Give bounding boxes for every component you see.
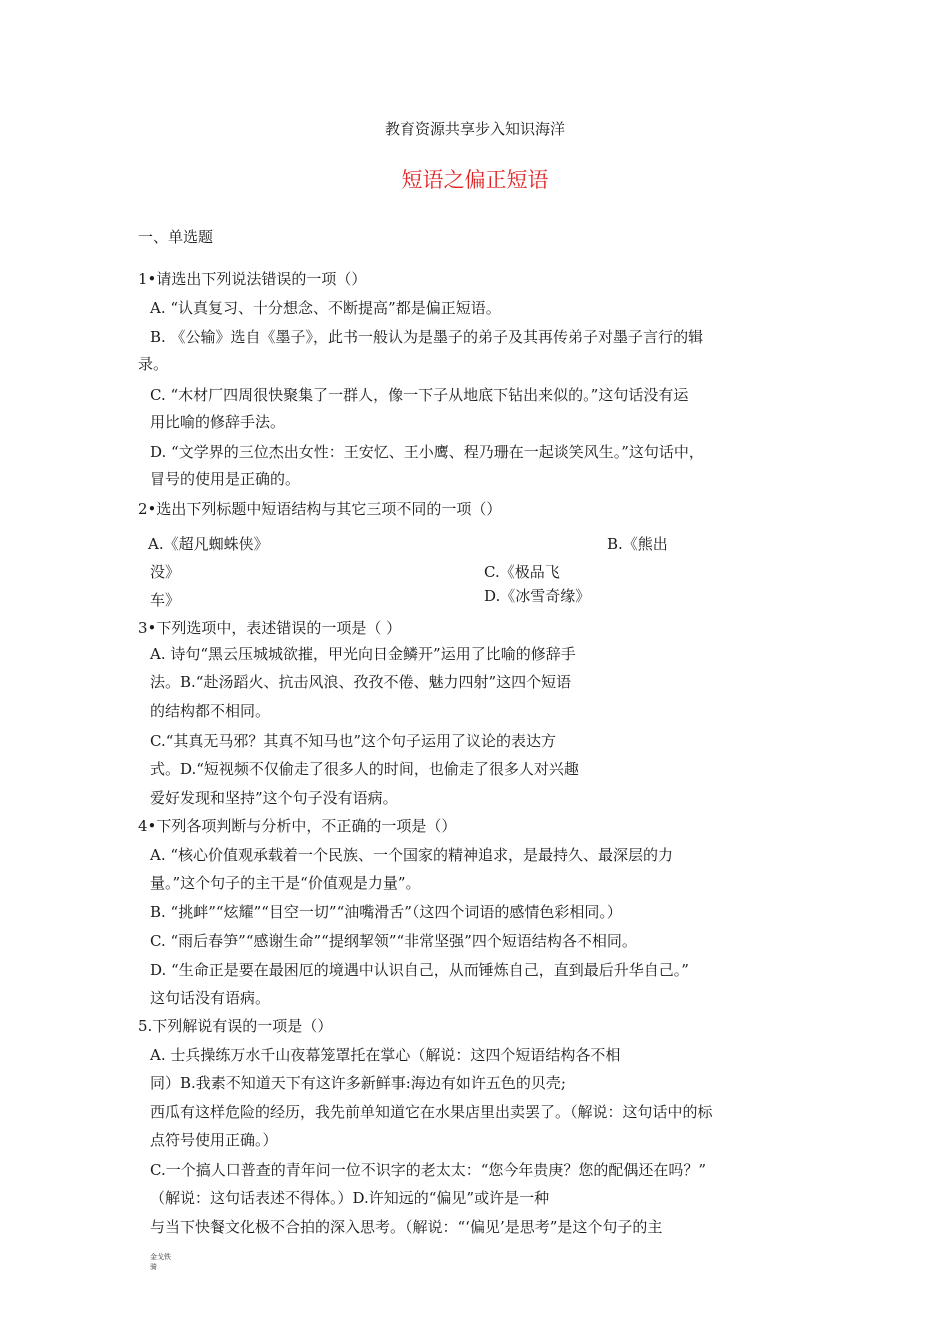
- option-d: D. “文学界的三位杰出女性：王安忆、王小鹰、程乃珊在一起谈笑风生。”这句话中，: [150, 443, 704, 461]
- text-line: C.“其真无马邪？其真不知马也”这个句子运用了议论的表达方: [150, 732, 557, 750]
- text-line: 式。D.“短视频不仅偷走了很多人的时间，也偷走了很多人对兴趣: [150, 760, 579, 778]
- option-c: C.《极品飞: [484, 563, 560, 581]
- option-d-cont: 这句话没有语病。: [150, 989, 271, 1007]
- option-b-cont: 录。: [138, 355, 169, 373]
- text-line: C.一个搞人口普查的青年问一位不识字的老太太：“您今年贵庚？您的配偶还在吗？”: [150, 1161, 707, 1179]
- text-line: 同）B.我素不知道天下有这许多新鲜事:海边有如许五色的贝壳;: [150, 1074, 566, 1092]
- option-b-cont: 没》: [150, 563, 181, 581]
- option-b: B. “挑衅”“炫耀”“目空一切”“油嘴滑舌”（这四个词语的感情色彩相同。）: [150, 903, 622, 921]
- option-a: A.《超凡蜘蛛侠》: [148, 535, 269, 553]
- question-stem: 1•请选出下列说法错误的一项（）: [138, 270, 367, 288]
- text-line: 法。B.“赴汤蹈火、抗击风浪、孜孜不倦、魅力四射”这四个短语: [150, 673, 572, 691]
- page-header: 教育资源共享步入知识海洋: [384, 120, 565, 138]
- text-line: 爱好发现和坚持”这个句子没有语病。: [150, 789, 398, 807]
- option-c: C. “木材厂四周很快聚集了一群人，像一下子从地底下钻出来似的。”这句话没有运: [150, 386, 689, 404]
- option-c-cont: 车》: [150, 591, 181, 609]
- question-stem: 3•下列选项中，表述错误的一项是（ ）: [138, 619, 402, 637]
- question-stem: 4•下列各项判断与分析中，不正确的一项是（）: [138, 817, 457, 835]
- option-b: B. 《公输》选自《墨子》，此书一般认为是墨子的弟子及其再传弟子对墨子言行的辑: [150, 328, 704, 346]
- option-d-cont: 冒号的使用是正确的。: [150, 470, 301, 488]
- text-line: 点符号使用正确。）: [150, 1131, 278, 1149]
- option-c: C. “雨后春笋”“感谢生命”“提纲挈领”“非常坚强”四个短语结构各不相同。: [150, 932, 637, 950]
- question-stem: 5.下列解说有误的一项是（）: [138, 1017, 333, 1035]
- footer-note: 金戈铁: [150, 1253, 171, 1261]
- footer-note-cont: 骑: [150, 1263, 157, 1271]
- option-d: D.《冰雪奇缘》: [484, 587, 591, 605]
- text-line: A. 诗句“黑云压城城欲摧，甲光向日金鳞开”运用了比喻的修辞手: [150, 645, 576, 663]
- option-a-cont: 量。”这个句子的主干是“价值观是力量”。: [150, 874, 421, 892]
- option-b: B.《熊出: [607, 535, 668, 553]
- text-line: 与当下快餐文化极不合拍的深入思考。（解说：“‘偏见’是思考”是这个句子的主: [150, 1218, 663, 1236]
- option-a: A. “核心价值观承载着一个民族、一个国家的精神追求，是最持久、最深层的力: [150, 846, 674, 864]
- text-line: （解说：这句话表述不得体。）D.许知远的“偏见”或许是一种: [150, 1189, 550, 1207]
- option-a: A. “认真复习、十分想念、不断提高”都是偏正短语。: [150, 299, 501, 317]
- text-line: 的结构都不相同。: [150, 702, 271, 720]
- text-line: 西瓜有这样危险的经历，我先前单知道它在水果店里出卖罢了。（解说：这句话中的标: [150, 1103, 713, 1121]
- page-title: 短语之偏正短语: [401, 168, 549, 192]
- option-c-cont: 用比喻的修辞手法。: [150, 413, 286, 431]
- option-d: D. “生命正是要在最困厄的境遇中认识自己，从而锤炼自己，直到最后升华自己。”: [150, 961, 689, 979]
- question-stem: 2•选出下列标题中短语结构与其它三项不同的一项（）: [138, 500, 502, 518]
- section-heading: 一、单选题: [138, 228, 214, 246]
- text-line: A. 士兵操练万水千山夜幕笼罩托在掌心（解说：这四个短语结构各不相: [150, 1046, 621, 1064]
